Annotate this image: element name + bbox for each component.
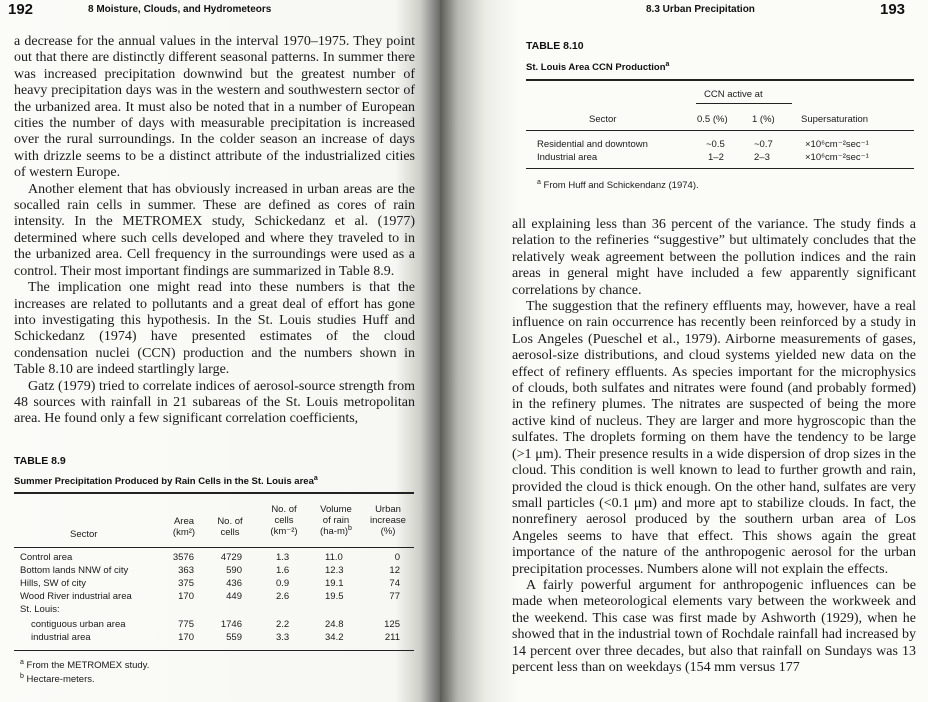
cell-sector: Industrial area: [537, 152, 598, 163]
cell-cells-km: 2.2: [276, 619, 290, 630]
cell-col3: ×10⁶cm⁻²sec⁻¹: [805, 139, 869, 150]
cell-volume: 12.3: [325, 565, 344, 576]
cell-urban: 12: [389, 565, 400, 576]
cell-col1: ~0.5: [706, 139, 725, 150]
cell-volume: 34.2: [325, 632, 344, 643]
cell-area: 363: [178, 565, 194, 576]
cell-volume: 19.5: [325, 591, 344, 602]
table-rule: [526, 168, 914, 169]
cell-sector: Residential and downtown: [537, 139, 648, 150]
cell-sector: Wood River industrial area: [20, 591, 132, 602]
cell-urban: 74: [389, 578, 400, 589]
cell-cells-km: 1.3: [276, 552, 290, 563]
table-rule: [14, 650, 414, 651]
cell-col3: ×10⁶cm⁻²sec⁻¹: [805, 152, 869, 163]
cell-volume: 19.1: [325, 578, 344, 589]
cell-area: 775: [178, 619, 194, 630]
cell-sector: contiguous urban area: [31, 619, 126, 630]
table-rule: [14, 492, 414, 494]
cell-cells: 559: [226, 632, 242, 643]
paragraph: Gatz (1979) tried to correlate indices of aerosol-source strength from 48 sources with rainfall in 21 subareas of the St. Louis metropolitan area. He found only a few significant correlation coefficients,: [14, 378, 415, 427]
cell-cells-km: 3.3: [276, 632, 290, 643]
cell-col2: 2–3: [754, 152, 770, 163]
header-volume: Volume of rain $(ha-m)^b$: [320, 504, 352, 537]
page-number: 193: [880, 1, 906, 18]
page-number: 192: [8, 1, 34, 18]
paragraph: Another element that has obviously increased in urban areas are the socalled rain cells in summer. These are defined as cores of rain intensity. In the METROMEX study, Schickedanz et al. (1977) determined where such cells developed and where they traveled to in the urbanized area. Cell frequency in the surroundings were used as a control. Their most important findings are summarized in Table 8.9.: [14, 181, 415, 279]
cell-cells: 4729: [220, 552, 242, 563]
cell-sector: industrial area: [31, 632, 91, 643]
table-footnote: $^a$ From Huff and Schickendanz (1974).: [537, 178, 699, 191]
header-sector: Sector: [589, 114, 617, 125]
cell-area: 375: [178, 578, 194, 589]
header-cells-per-km: No. of cells (km⁻²): [270, 504, 298, 537]
cell-area: 170: [178, 632, 194, 643]
paragraph: A fairly powerful argument for anthropogenic influences can be made when meteorological elements vary between the workweek and the weekend. This case was first made by Ashworth (1929), when he showed that in the industrial town of Rochdale rainfall had increased by 14 percent over three decades, but also that rainfall on Sundays was 13 percent less than on weekdays (154 mm versus 177: [512, 577, 916, 675]
table-rule: [526, 79, 914, 81]
cell-urban: 211: [384, 632, 400, 643]
header-urban-increase: Urban increase (%): [370, 504, 406, 537]
table-caption: St. Louis Area CCN Production$^a$: [526, 60, 670, 73]
paragraph: The implication one might read into these numbers is that the increases are related to pollutants and a great deal of effort has gone into investigating this hypothesis. In the St. Louis studies Huff and Schickedanz (1974) have presented estimates of the cloud condensation nuclei (CCN) production and the numbers shown in Table 8.10 are indeed startlingly large.: [14, 280, 415, 378]
cell-urban: 0: [394, 552, 400, 563]
table-rule: [526, 130, 914, 131]
cell-cells-km: 0.9: [276, 578, 290, 589]
cell-col1: 1–2: [708, 152, 724, 163]
header-area: Area (km²): [172, 516, 196, 538]
cell-cells: 436: [226, 578, 242, 589]
left-page: [0, 0, 440, 702]
cell-sector: Control area: [20, 552, 73, 563]
cell-sector: Hills, SW of city: [20, 578, 86, 589]
paragraph: The suggestion that the refinery effluents may, however, have a real influence on rain occurrence has recently been reinforced by a study in Los Angeles (Pueschel et al., 1979). Airborne measurements of gases, aerosol-size distributions, and cloud systems yielded new data on the effect of refinery effluents. As species important for the microphysics of clouds, both sulfates and nitrates were found (and probably formed) in the refinery plumes. The nitrates are suspected of being the more active kind of nucleus. They are larger and more hygroscopic than the sulfates. The droplets forming on them have the tendency to be large (>1 μm). Their presence results in a wide dispersion of drop sizes in the cloud. This condition is well known to lead to further growth and rain, provided the cloud is thick enough. On the other hand, sulfates are very small particles (<0.1 μm) and more apt to stabilize clouds. In fact, the nonrefinery aerosol produced by the southern urban area of Los Angeles seems to have that effect. This shows again the great importance of the nature of the anthropogenic aerosol for the urban precipitation processes. Numbers alone will not explain the effects.: [512, 299, 916, 577]
header-col2: 1 (%): [752, 114, 775, 125]
table-rule: [696, 103, 792, 104]
cell-sector: Bottom lands NNW of city: [20, 565, 129, 576]
cell-urban: 125: [384, 619, 400, 630]
cell-area: 3576: [172, 552, 194, 563]
cell-cells: 449: [226, 591, 242, 602]
right-page: [440, 0, 928, 702]
cell-volume: 11.0: [325, 552, 343, 563]
running-head: 8.3 Urban Precipitation: [646, 4, 755, 15]
paragraph: all explaining less than 36 percent of the variance. The study finds a relation to the refineries “suggestive” but ultimately concludes that the relatively weak agreement between the pollution indices and the rain areas in general might have included a few apparently significant correlations by chance.: [512, 217, 916, 298]
table-footnote: $^a$ From the METROMEX study.: [20, 658, 150, 671]
cell-cells-km: 1.6: [276, 565, 290, 576]
header-cells: No. of cells: [217, 516, 243, 538]
cell-cells: 1746: [220, 619, 242, 630]
table-caption: Summer Precipitation Produced by Rain Cells in the St. Louis area$^a$: [14, 474, 318, 487]
running-head: 8 Moisture, Clouds, and Hydrometeors: [88, 4, 272, 15]
header-col1: 0.5 (%): [697, 114, 728, 125]
header-sector: Sector: [70, 529, 98, 540]
cell-area: 170: [178, 591, 194, 602]
cell-cells: 590: [226, 565, 242, 576]
cell-volume: 24.8: [325, 619, 344, 630]
paragraph: a decrease for the annual values in the interval 1970–1975. They point out that there are distinctly different seasonal patterns. In summer there was increased precipitation downwind but the greatest number of heavy precipitation days was in the western and southwestern sector of the urbanized area. It must also be noted that in a number of European cities the number of days with measurable precipitation is increased over the rural surroundings. In the colder season an increase of days with drizzle seems to be a distinct attribute of the industrialized cities of western Europe.: [14, 34, 415, 181]
table-footnote: $^b$ Hectare-meters.: [20, 672, 95, 685]
body-text: [512, 217, 916, 676]
table-rule: [14, 547, 414, 548]
header-group: CCN active at: [704, 89, 763, 100]
table-label: TABLE 8.10: [526, 40, 584, 52]
cell-urban: 77: [389, 591, 400, 602]
cell-cells-km: 2.6: [276, 591, 290, 602]
cell-col2: ~0.7: [754, 139, 773, 150]
table-label: TABLE 8.9: [14, 455, 66, 467]
header-col3: Supersaturation: [801, 114, 869, 125]
body-text: [14, 34, 415, 428]
cell-sector: St. Louis:: [20, 604, 60, 615]
